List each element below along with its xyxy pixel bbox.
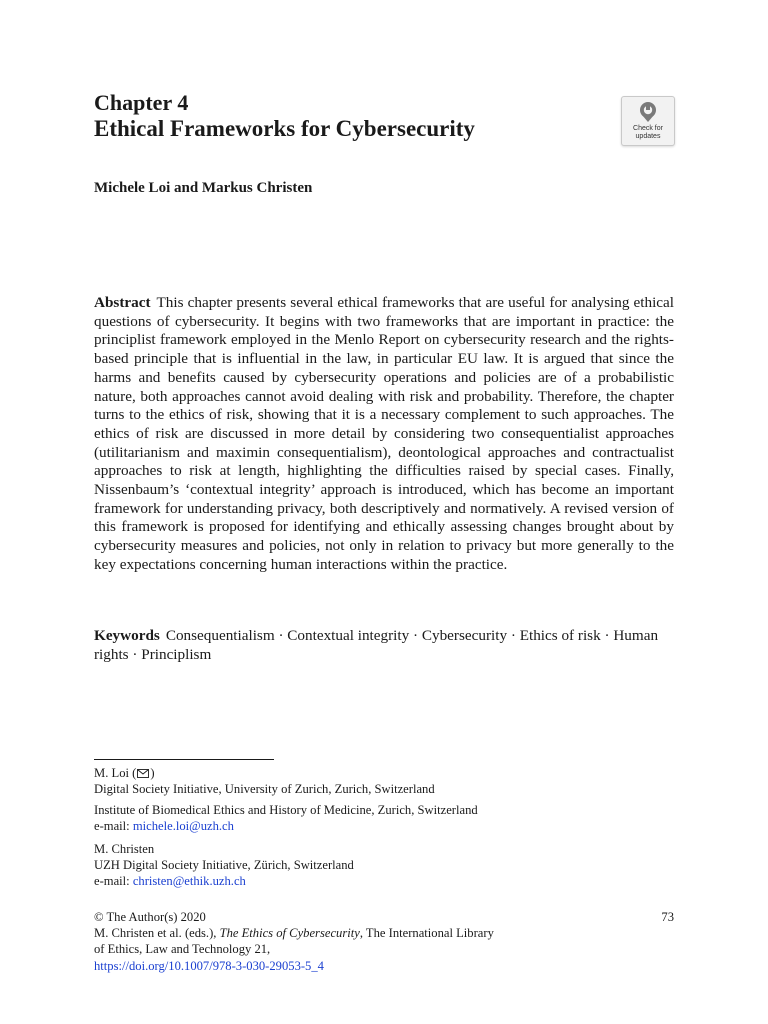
citation-line-1 — [94, 925, 674, 941]
christen-email-link[interactable]: christen@ethik.uzh.ch — [132, 874, 246, 889]
keywords-label: Keywords — [94, 627, 160, 644]
paper-page — [94, 0, 674, 1024]
loi-affiliation-1: Digital Society Initiative, University of Zurich, Zurich, Switzerland — [94, 782, 435, 797]
abstract-label: Abstract — [94, 294, 151, 311]
christen-name: M. Christen — [94, 842, 155, 856]
check-for-updates-label — [622, 125, 674, 141]
footnote-rule — [94, 759, 274, 760]
check-for-updates-badge[interactable] — [621, 96, 675, 146]
badge-line-2: updates — [635, 133, 661, 140]
christen-affiliation: UZH Digital Society Initiative, Zürich, Switzerland — [94, 858, 354, 873]
loi-email-label: e-mail: — [94, 819, 133, 834]
christen-email-label: e-mail: — [94, 874, 133, 889]
keywords — [94, 626, 674, 664]
abstract-text: This chapter presents several ethical frameworks that are useful for analysing ethical questions of cybersecurity. It begins with two frameworks that are important in practice: the principlist framework employed in the Menlo Report on cybersecurity research and the rights-based principle that is influential in the law, in particular EU law. It is argued that since the harms and benefits caused by cybersecurity operations and policies are of a probabilistic nature, both approaches cannot avoid dealing with risk and probability. Therefore, the chapter turns to the ethics of risk, showing that it is a necessary complement to such approaches. The ethics of risk are discussed in more detail by considering two consequentialist approaches (utilitarianism and maximin consequentialism), deontological approaches and contractualist approaches to risk at length, highlighting the difficulties raised by special cases. Finally, Nissenbaum’s ‘contextual integrity’ approach is introduced, which has become an important framework for understanding privacy, both descriptively and normatively. A revised version of this framework is proposed for identifying and ethically assessing changes brought about by cybersecurity measures and policies, not only in relation to privacy but more generally to the key expectations concerning human interactions within the practice. — [94, 294, 674, 573]
publication-footer — [94, 909, 674, 974]
loi-affiliation-2: Institute of Biomedical Ethics and History of Medicine, Zurich, Switzerland — [94, 803, 478, 817]
affiliation-loi — [94, 765, 435, 797]
chapter-label: Chapter 4 — [94, 90, 189, 115]
keywords-text: Consequentialism · Contextual integrity · Cybersecurity · Ethics of risk · Human rights · Principlism — [94, 627, 659, 663]
book-title: The Ethics of Cybersecurity — [219, 926, 360, 941]
chapter-title: Ethical Frameworks for Cybersecurity — [94, 116, 475, 141]
citation-prefix: M. Christen et al. (eds.), — [94, 926, 220, 941]
loi-name-prefix: M. Loi ( — [94, 766, 137, 780]
affiliation-christen — [94, 841, 354, 890]
author-list: Michele Loi and Markus Christen — [94, 180, 313, 196]
envelope-icon[interactable] — [137, 769, 149, 778]
page-number: 73 — [661, 910, 674, 924]
loi-email-link[interactable]: michele.loi@uzh.ch — [132, 819, 234, 834]
badge-line-1: Check for — [633, 125, 663, 132]
doi-link[interactable]: https://doi.org/10.1007/978-3-030-29053-5_4 — [94, 958, 324, 973]
copyright: © The Author(s) 2020 — [94, 910, 206, 924]
citation-line-2: of Ethics, Law and Technology 21, — [94, 942, 271, 957]
affiliation-loi-2 — [94, 802, 478, 834]
check-for-updates-icon — [638, 101, 658, 123]
abstract — [94, 294, 674, 575]
citation-suffix: , The International Library — [359, 926, 494, 941]
loi-name-suffix: ) — [150, 766, 155, 780]
